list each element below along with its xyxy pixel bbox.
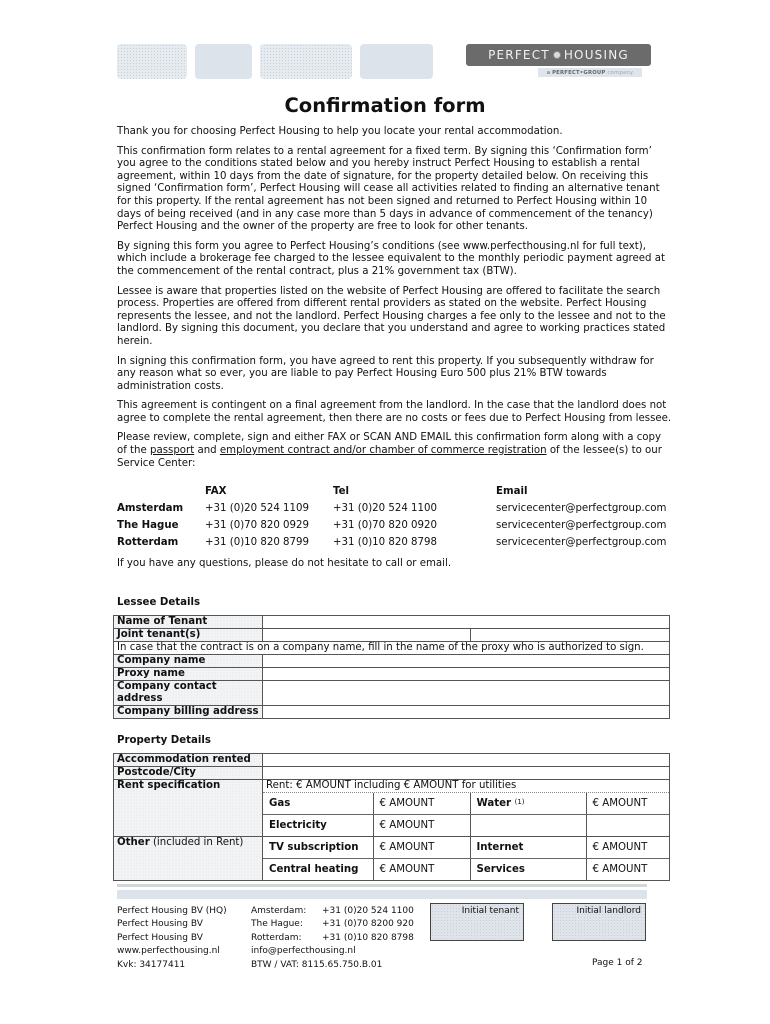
other-amount-2[interactable]: € AMOUNT bbox=[586, 837, 669, 859]
contact-fax: +31 (0)10 820 8799 bbox=[205, 537, 309, 548]
row-proxy-name bbox=[114, 668, 670, 681]
contact-tel: +31 (0)10 820 8798 bbox=[333, 537, 437, 548]
paragraph-withdraw: In signing this confirmation form, you have agreed to rent this property. If you subsequently withdraw for any reason what so ever, you are liable to pay Perfect Housing Euro 500 plus 21% BTW towards administration costs. bbox=[117, 355, 654, 392]
passport-link: passport bbox=[150, 445, 195, 457]
logo-sub-prefix: a bbox=[546, 69, 551, 76]
footer-company-3: Perfect Housing BV bbox=[117, 932, 203, 943]
other-label: Central heating bbox=[263, 859, 373, 881]
contact-tel: +31 (0)20 524 1100 bbox=[333, 503, 437, 514]
field-joint-tenant-2[interactable] bbox=[471, 629, 670, 642]
utility-amount[interactable]: € AMOUNT bbox=[373, 793, 470, 815]
contact-row-rotterdam bbox=[117, 537, 677, 554]
header-block-1 bbox=[117, 44, 187, 79]
field-company-name[interactable] bbox=[263, 655, 670, 668]
footer-phone-column bbox=[322, 905, 414, 945]
other-costs-table bbox=[263, 837, 669, 880]
email-header: Email bbox=[496, 486, 528, 497]
utility-label: Gas bbox=[263, 793, 373, 815]
other-label-2: Internet bbox=[470, 837, 586, 859]
footer-website[interactable]: www.perfecthousing.nl bbox=[117, 946, 220, 957]
footer-kvk: Kvk: 34177411 bbox=[117, 959, 186, 970]
contact-city: The Hague bbox=[117, 520, 179, 531]
logo-text-left: PERFECT bbox=[488, 48, 550, 62]
footer-divider-2 bbox=[117, 890, 647, 899]
lessee-details-table bbox=[113, 615, 670, 719]
field-proxy-name[interactable] bbox=[263, 668, 670, 681]
row-joint-tenants bbox=[114, 629, 670, 642]
label-company-billing-address: Company billing address bbox=[114, 706, 263, 719]
row-rent-specification bbox=[114, 780, 670, 837]
logo-subtitle bbox=[538, 68, 642, 77]
utility-amount-2[interactable] bbox=[586, 815, 669, 837]
label-proxy-name: Proxy name bbox=[114, 668, 263, 681]
label-company-name: Company name bbox=[114, 655, 263, 668]
footer-divider-1 bbox=[117, 884, 647, 887]
logo-sub-suffix: company bbox=[607, 69, 634, 76]
footer-phone-rotterdam: +31 (0)10 820 8798 bbox=[322, 932, 414, 943]
company-note: In case that the contract is on a company name, fill in the name of the proxy who is authorized to sign. bbox=[114, 642, 670, 655]
paragraph-thanks: Thank you for choosing Perfect Housing to help you locate your rental accommodation. bbox=[117, 126, 563, 137]
other-row-heating bbox=[263, 859, 669, 881]
water-label: Water bbox=[476, 798, 512, 809]
utility-label-2 bbox=[470, 793, 586, 815]
label-postcode-city: Postcode/City bbox=[114, 767, 263, 780]
footer-company-2: Perfect Housing BV bbox=[117, 919, 203, 930]
contact-row-the-hague bbox=[117, 520, 677, 537]
paragraph-lessee-aware: Lessee is aware that properties listed on the website of Perfect Housing are offered to facilitate the search process. Properties are offered from different rental providers as stated on the website. Perfect Housing represents the lessee, and not the landlord. Perfect Housing charges a fee only to the lessee and not to the landlord. By signing this document, you declare that you understand and agree to working practices stated herein. bbox=[117, 285, 666, 347]
field-postcode-city[interactable] bbox=[263, 767, 670, 780]
rent-spec-cell bbox=[263, 780, 670, 837]
water-footnote: (1) bbox=[514, 798, 525, 806]
label-other bbox=[114, 837, 263, 881]
utility-row-electricity bbox=[263, 815, 669, 837]
row-accommodation-rented bbox=[114, 754, 670, 767]
footer-vat: BTW / VAT: 8115.65.750.B.01 bbox=[251, 959, 383, 970]
initial-landlord-label: Initial landlord bbox=[576, 906, 641, 916]
footer-company-hq: Perfect Housing BV (HQ) bbox=[117, 906, 227, 916]
label-company-contact-address: Company contact address bbox=[114, 681, 263, 706]
field-company-billing-address[interactable] bbox=[263, 706, 670, 719]
contact-fax: +31 (0)70 820 0929 bbox=[205, 520, 309, 531]
other-label-2: Services bbox=[470, 859, 586, 881]
other-label-note: (included in Rent) bbox=[149, 837, 244, 848]
utility-amount[interactable]: € AMOUNT bbox=[373, 815, 470, 837]
contact-row-amsterdam bbox=[117, 503, 677, 520]
footer-company-column bbox=[117, 905, 227, 972]
footer-phone-the-hague: +31 (0)70 8200 920 bbox=[322, 919, 414, 930]
lessee-details-title: Lessee Details bbox=[117, 597, 201, 608]
utility-label-2 bbox=[470, 815, 586, 837]
field-accommodation-rented[interactable] bbox=[263, 754, 670, 767]
initial-tenant-box[interactable] bbox=[430, 903, 524, 941]
contact-email[interactable]: servicecenter@perfectgroup.com bbox=[496, 520, 667, 531]
other-row-tv bbox=[263, 837, 669, 859]
instructions-text-1: Please review, complete, sign and either FAX or SCAN AND EMAIL this confirmation form along with a copy of the bbox=[117, 432, 662, 457]
row-postcode-city bbox=[114, 767, 670, 780]
contact-fax: +31 (0)20 524 1109 bbox=[205, 503, 309, 514]
header-block-2 bbox=[195, 44, 252, 79]
other-label: TV subscription bbox=[263, 837, 373, 859]
logo-dot-icon bbox=[553, 51, 561, 59]
contact-city: Rotterdam bbox=[117, 537, 179, 548]
field-joint-tenant-1[interactable] bbox=[263, 629, 471, 642]
other-amount-2[interactable]: € AMOUNT bbox=[592, 864, 648, 875]
questions-note: If you have any questions, please do not hesitate to call or email. bbox=[117, 558, 452, 569]
utilities-table bbox=[263, 793, 669, 836]
page-title: Confirmation form bbox=[284, 94, 486, 117]
fax-header: FAX bbox=[205, 486, 227, 497]
other-label-bold: Other bbox=[117, 837, 150, 848]
tel-header: Tel bbox=[333, 486, 349, 497]
contact-city: Amsterdam bbox=[117, 503, 184, 514]
property-details-title: Property Details bbox=[117, 735, 211, 746]
paragraph-instructions bbox=[117, 432, 673, 470]
employment-contract-link: employment contract and/or chamber of commerce registration bbox=[219, 445, 547, 457]
footer-email[interactable]: info@perfecthousing.nl bbox=[251, 946, 356, 957]
contact-email[interactable]: servicecenter@perfectgroup.com bbox=[496, 537, 667, 548]
other-cell bbox=[263, 837, 670, 881]
service-center-contacts bbox=[117, 486, 677, 554]
contact-email[interactable]: servicecenter@perfectgroup.com bbox=[496, 503, 667, 514]
logo-sub-brand: PERFECT•GROUP bbox=[552, 69, 606, 76]
row-company-contact-address bbox=[114, 681, 670, 706]
paragraph-conditions: By signing this form you agree to Perfect Housing’s conditions (see www.perfecthousing.nl for full text), which include a brokerage fee charged to the lessee equivalent to the monthly periodic payment agreed at the commencement of the rental contract, plus a 21% government tax (BTW). bbox=[117, 240, 665, 277]
label-name-of-tenant: Name of Tenant bbox=[114, 616, 263, 629]
perfect-housing-logo bbox=[466, 44, 651, 66]
paragraph-contingent: This agreement is contingent on a final agreement from the landlord. In the case that the landlord does not agree to complete the rental agreement, then there are no costs or fees due to Perfect Housing from lessee. bbox=[117, 400, 672, 424]
footer-phone-amsterdam: +31 (0)20 524 1100 bbox=[322, 906, 414, 916]
row-name-of-tenant bbox=[114, 616, 670, 629]
field-company-contact-address[interactable] bbox=[263, 681, 670, 706]
row-other bbox=[114, 837, 670, 881]
row-company-note bbox=[114, 642, 670, 655]
label-accommodation-rented: Accommodation rented bbox=[114, 754, 263, 767]
initial-landlord-box[interactable] bbox=[552, 903, 646, 941]
utility-label: Electricity bbox=[263, 815, 373, 837]
field-name-of-tenant[interactable] bbox=[263, 616, 670, 629]
logo-text-right: HOUSING bbox=[563, 48, 629, 62]
footer-office-amsterdam: Amsterdam: bbox=[251, 906, 307, 916]
header-block-4 bbox=[360, 44, 433, 79]
intro-text bbox=[117, 126, 673, 477]
footer-office-the-hague: The Hague: bbox=[251, 919, 303, 930]
utility-row-gas bbox=[263, 793, 669, 815]
rent-line[interactable]: Rent: € AMOUNT including € AMOUNT for utilities bbox=[263, 780, 669, 793]
instructions-text-2: and bbox=[194, 445, 220, 457]
contacts-header-row bbox=[117, 486, 677, 503]
initial-tenant-label: Initial tenant bbox=[461, 906, 519, 916]
header-block-3 bbox=[260, 44, 352, 79]
page-number: Page 1 of 2 bbox=[592, 958, 643, 968]
other-amount[interactable]: € AMOUNT bbox=[373, 837, 470, 859]
label-joint-tenants: Joint tenant(s) bbox=[114, 629, 263, 642]
row-company-billing-address bbox=[114, 706, 670, 719]
label-rent-specification: Rent specification bbox=[114, 780, 263, 837]
instructions-text-3: of the lessee(s) to our Service Center: bbox=[117, 445, 662, 469]
row-company-name bbox=[114, 655, 670, 668]
paragraph-confirmation: This confirmation form relates to a rental agreement for a fixed term. By signing this ‘Confirmation form’ you agree to the conditions stated below and you hereby instruct Perfect Housing to establish a rental agreement, within 10 days from the date of signature, for the property detailed below. On receiving this signed ‘Confirmation form’, Perfect Housing will cease all activities related to finding an alternative tenant for this property. If the rental agreement has not been signed and returned to Perfect Housing within 10 days of being received (and in any case more than 5 days in advance of commencement of the tenancy) Perfect Housing and the owner of the property are free to look for other tenants. bbox=[117, 145, 660, 233]
other-amount[interactable]: € AMOUNT bbox=[373, 859, 470, 881]
utility-amount-2[interactable]: € AMOUNT bbox=[586, 793, 669, 815]
property-details-table bbox=[113, 753, 670, 881]
footer-office-rotterdam: Rotterdam: bbox=[251, 932, 302, 943]
contact-tel: +31 (0)70 820 0920 bbox=[333, 520, 437, 531]
